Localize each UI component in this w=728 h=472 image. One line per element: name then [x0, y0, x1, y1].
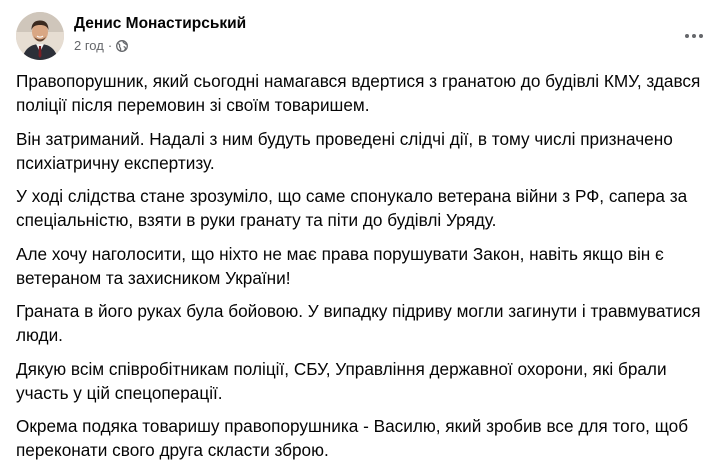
post-timestamp[interactable]: 2 год — [74, 38, 104, 53]
post-paragraph: Але хочу наголосити, що ніхто не має права порушувати Закон, навіть якщо він є ветераном та захисником України! — [16, 243, 664, 288]
profile-photo — [16, 12, 64, 60]
post-paragraph: Граната в його руках була бойовою. У випадку підриву могли загинути і травмуватися люди. — [16, 301, 701, 345]
post-meta — [74, 38, 128, 53]
globe-icon[interactable] — [116, 40, 128, 52]
post-paragraph: Дякую всім співробітникам поліції, СБУ, Управління державної охорони, які брали участь у цій спецоперації. — [16, 358, 667, 403]
post-header — [16, 12, 712, 60]
post-paragraph: Окрема подяка товаришу правопорушника - Василю, який зробив все для того, щоб переконати свого друга скласти зброю. — [16, 416, 689, 460]
post-paragraph: У ході слідства стане зрозуміло, що саме спонукало ветерана війни з РФ, сапера за спеціальністю, взяти в руки гранату та піти до будівлі Уряду. — [16, 186, 688, 230]
meta-separator: · — [107, 38, 113, 53]
post-content — [16, 69, 706, 472]
author-avatar[interactable] — [16, 12, 64, 60]
more-options-icon — [685, 34, 703, 38]
post-paragraph: Він затриманий. Надалі з ним будуть проведені слідчі дії, в тому числі призначено психіатричну експертизу. — [16, 128, 673, 173]
post-paragraph: Правопорушник, який сьогодні намагався вдертися з гранатою до будівлі КМУ, здався поліції після перемовин зі своїм товаришем. — [16, 71, 701, 115]
more-options-button[interactable] — [676, 18, 712, 54]
author-name[interactable]: Денис Монастирський — [74, 15, 247, 32]
